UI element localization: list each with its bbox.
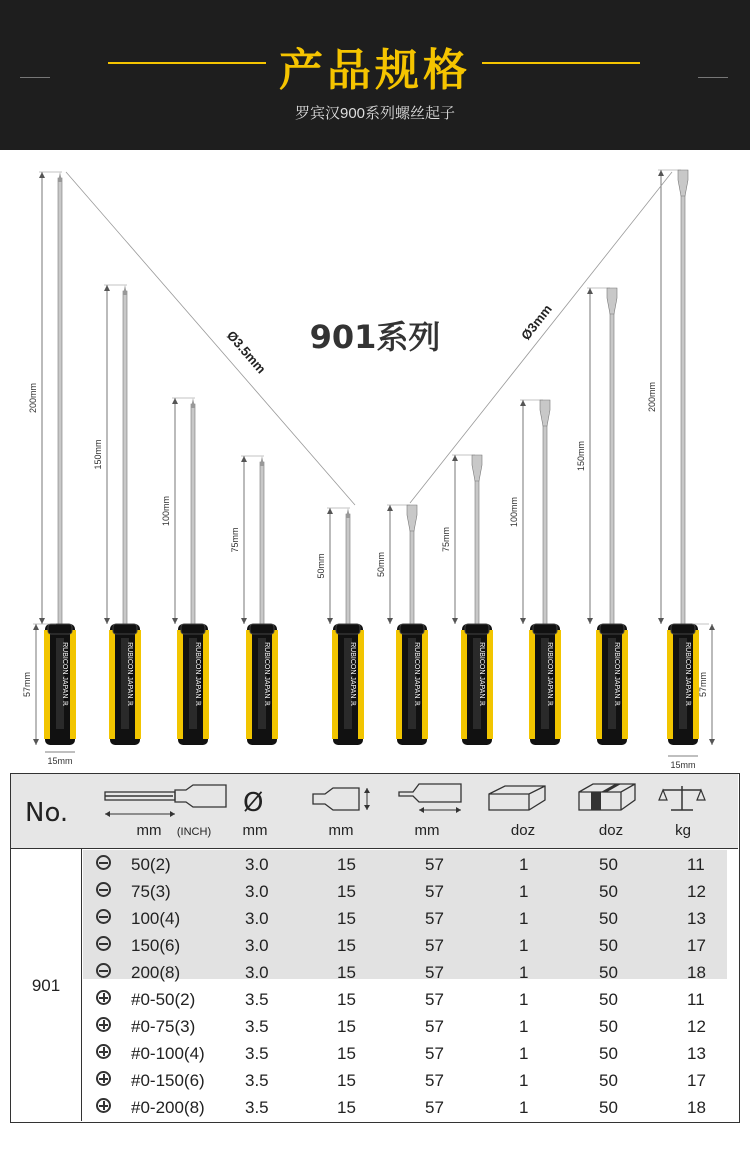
handle-stripe-left [44,630,50,739]
unit-length: mm [136,822,162,839]
cell-size: #0-150(6) [131,1071,205,1090]
cell-weight: 18 [687,1098,706,1117]
slotted-tip-icon [96,909,111,924]
handle-stripe-left [667,630,673,739]
cell-inner-qty: 1 [519,909,529,928]
shaft-phillips-0 [58,178,62,624]
cell-width: 15 [337,936,356,955]
cell-handle: 57 [425,909,444,928]
brand-text: RUBICON JAPAN ℝ [61,642,68,706]
screwdriver-drawing [0,150,750,770]
phillips-diameter-label: Ø3.5mm [223,327,269,377]
page-title: 产品规格 [279,45,471,96]
model-number: 901 [31,976,61,995]
handle-top-cap [48,624,72,634]
cell-outer-qty: 50 [599,1098,618,1117]
cell-size: #0-200(8) [131,1098,205,1117]
cell-handle: 57 [425,963,444,982]
brand-text: RUBICON JAPAN ℝ [263,642,270,706]
table-row [83,1068,733,1094]
cell-inner-qty: 1 [519,855,529,874]
phillips-tip [346,508,350,518]
shaft-phillips-2 [191,404,195,624]
shaft-slotted-1 [475,461,479,624]
cell-diameter: 3.0 [245,963,269,982]
cell-inner-qty: 1 [519,1071,529,1090]
cell-inner-qty: 1 [519,1017,529,1036]
handle-top-cap [671,624,695,634]
brand-text: RUBICON JAPAN ℝ [684,642,691,706]
cell-diameter: 3.5 [245,990,269,1009]
brand-text: RUBICON JAPAN ℝ [126,642,133,706]
cell-handle: 57 [425,1098,444,1117]
cell-weight: 17 [687,936,706,955]
slotted-tip-icon [96,963,111,978]
cell-diameter: 3.0 [245,909,269,928]
phillips-tip-icon [96,1044,111,1059]
cell-diameter: 3.5 [245,1098,269,1117]
handle-stripe-right [358,630,364,739]
length-label-phillips-4: 50mm [316,553,326,579]
handle-top-cap [250,624,274,634]
cell-outer-qty: 50 [599,855,618,874]
table-header [11,774,738,849]
slotted-tip [540,400,550,426]
handle-stripe-right [203,630,209,739]
handle-stripe-left [246,630,252,739]
slotted-tip-icon [96,882,111,897]
handle-stripe-right [555,630,561,739]
phillips-tip-icon [96,1098,111,1113]
unit-width: mm [328,822,354,839]
handle-stripe-left [332,630,338,739]
cell-handle: 57 [425,882,444,901]
cell-width: 15 [337,1017,356,1036]
phillips-tip-icon [96,1071,111,1086]
handle-top-cap [400,624,424,634]
cell-size: #0-75(3) [131,1017,196,1036]
shaft-phillips-3 [260,462,264,624]
handle-stripe-left [596,630,602,739]
handle-width-label-right: 15mm [670,760,696,770]
brand-text: RUBICON JAPAN ℝ [413,642,420,706]
brand-text: RUBICON JAPAN ℝ [613,642,620,706]
unit-weight: kg [675,822,691,839]
model-column [11,848,82,1121]
handle-stripe-right [422,630,428,739]
unit-inner: doz [510,822,536,839]
cell-handle: 57 [425,855,444,874]
cell-width: 15 [337,855,356,874]
cell-inner-qty: 1 [519,882,529,901]
cell-weight: 12 [687,1017,706,1036]
cell-handle: 57 [425,936,444,955]
cell-size: 50(2) [131,855,171,874]
handle-stripe-left [461,630,467,739]
phillips-tip [260,456,264,466]
cell-weight: 13 [687,1044,706,1063]
handle-stripe-left [396,630,402,739]
phillips-tip [191,398,195,408]
table-row [83,933,733,959]
cell-size: 200(8) [131,963,181,982]
cell-size: #0-50(2) [131,990,196,1009]
table-row [83,1014,733,1040]
brand-text: RUBICON JAPAN ℝ [194,642,201,706]
handle-top-cap [181,624,205,634]
header-banner [0,0,750,150]
handle-stripe-left [177,630,183,739]
cell-outer-qty: 50 [599,1044,618,1063]
cell-inner-qty: 1 [519,1098,529,1117]
cell-width: 15 [337,1098,356,1117]
cell-outer-qty: 50 [599,1071,618,1090]
cell-diameter: 3.0 [245,855,269,874]
screwdriver-length-icon [101,782,241,822]
phillips-tip [58,172,62,182]
shaft-phillips-4 [346,514,350,624]
page-subtitle: 罗宾汉900系列螺丝起子 [294,105,456,122]
cell-handle: 57 [425,1017,444,1036]
cell-outer-qty: 50 [599,882,618,901]
handle-stripe-right [487,630,493,739]
spec-table [10,773,740,1123]
header-no: No. [25,798,69,828]
cell-handle: 57 [425,990,444,1009]
shaft-slotted-4 [681,176,685,624]
cell-width: 15 [337,882,356,901]
cell-diameter: 3.0 [245,882,269,901]
length-label-slotted-1: 75mm [441,526,451,553]
handle-top-cap [533,624,557,634]
cell-width: 15 [337,1044,356,1063]
slotted-tip-icon [96,855,111,870]
handle-width-label-left: 15mm [47,756,73,766]
outer-carton-icon [573,780,643,814]
shaft-slotted-2 [543,406,547,624]
phillips-tip [123,285,127,295]
length-label-slotted-0: 50mm [376,551,386,578]
unit-outer: doz [598,822,624,839]
table-row [83,879,733,905]
series-title: 901系列 [309,318,441,356]
phillips-tip-icon [96,1017,111,1032]
slotted-tip [607,288,617,314]
cell-size: 150(6) [131,936,181,955]
length-label-slotted-2: 100mm [509,496,519,528]
cell-weight: 18 [687,963,706,982]
handle-top-cap [336,624,360,634]
cell-diameter: 3.5 [245,1044,269,1063]
cell-outer-qty: 50 [599,909,618,928]
length-label-handle-right: 57mm [698,671,708,698]
weight-scale-icon [657,782,707,816]
cell-inner-qty: 1 [519,1044,529,1063]
brand-text: RUBICON JAPAN ℝ [349,642,356,706]
cell-size: 75(3) [131,882,171,901]
cell-outer-qty: 50 [599,990,618,1009]
cell-outer-qty: 50 [599,936,618,955]
table-row [83,906,733,932]
cell-size: 100(4) [131,909,181,928]
length-label-phillips-3: 75mm [230,527,240,553]
handle-length-icon [395,780,469,816]
phillips-tip-icon [96,990,111,1005]
cell-weight: 12 [687,882,706,901]
cell-diameter: 3.0 [245,936,269,955]
length-label-handle-left: 57mm [22,671,32,698]
unit-handle: mm [414,822,440,839]
unit-diameter: mm [242,822,268,839]
length-label-phillips-0: 200mm [28,382,38,414]
slotted-tip [678,170,688,196]
handle-top-cap [465,624,489,634]
slotted-tip-icon [96,936,111,951]
slotted-tip [472,455,482,481]
slotted-diameter-label: Ø3mm [518,301,555,343]
cell-width: 15 [337,909,356,928]
diameter-symbol: Ø [243,788,264,818]
table-row [83,1041,733,1067]
handle-top-cap [113,624,137,634]
brand-text: RUBICON JAPAN ℝ [478,642,485,706]
handle-width-icon [309,784,373,818]
cell-width: 15 [337,1071,356,1090]
cell-weight: 11 [687,990,705,1009]
brand-text: RUBICON JAPAN ℝ [546,642,553,706]
cell-weight: 17 [687,1071,706,1090]
unit-length-inch: (INCH) [176,826,212,838]
cell-size: #0-100(4) [131,1044,205,1063]
handle-stripe-right [272,630,278,739]
length-label-phillips-1: 150mm [93,439,103,470]
length-label-phillips-2: 100mm [161,495,171,527]
handle-stripe-right [622,630,628,739]
cell-diameter: 3.5 [245,1071,269,1090]
cell-width: 15 [337,990,356,1009]
handle-stripe-right [70,630,76,739]
cell-inner-qty: 1 [519,990,529,1009]
handle-stripe-left [109,630,115,739]
cell-outer-qty: 50 [599,963,618,982]
length-label-slotted-4: 200mm [647,381,657,413]
table-row [83,852,733,878]
handle-stripe-right [135,630,141,739]
cell-width: 15 [337,963,356,982]
handle-top-cap [600,624,624,634]
cell-inner-qty: 1 [519,936,529,955]
table-row [83,987,733,1013]
slotted-tip [407,505,417,531]
cell-inner-qty: 1 [519,963,529,982]
cell-diameter: 3.5 [245,1017,269,1036]
table-row [83,1095,733,1121]
cell-handle: 57 [425,1071,444,1090]
cell-outer-qty: 50 [599,1017,618,1036]
length-label-slotted-3: 150mm [576,440,586,472]
cell-weight: 11 [687,855,705,874]
inner-box-icon [483,782,553,814]
handle-stripe-left [529,630,535,739]
cell-weight: 13 [687,909,706,928]
cell-handle: 57 [425,1044,444,1063]
table-row [83,960,733,986]
